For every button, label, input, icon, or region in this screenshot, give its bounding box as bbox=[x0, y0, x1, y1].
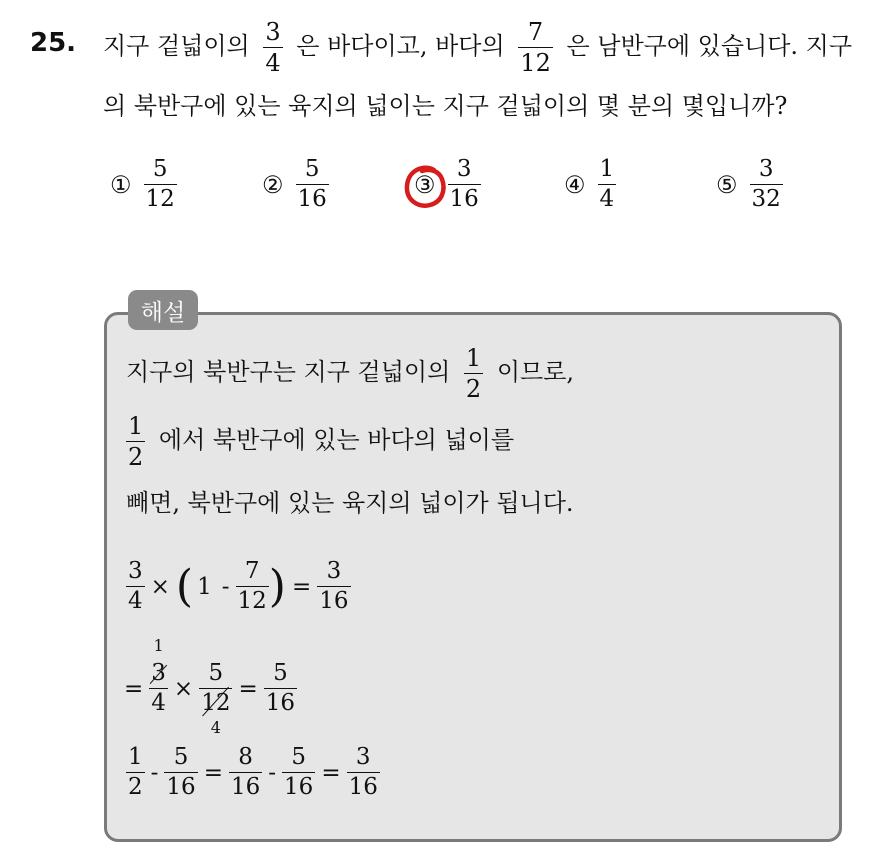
answer-circle-icon bbox=[402, 162, 450, 212]
fraction-denominator: 12 bbox=[520, 49, 551, 77]
equation-3 bbox=[126, 746, 380, 799]
fraction-denominator: 4 bbox=[128, 588, 143, 614]
fraction-numerator: 5 bbox=[152, 156, 168, 182]
fraction-numerator: 3 bbox=[265, 18, 281, 46]
fraction-denominator: 4 bbox=[599, 186, 615, 212]
equals-sign: = bbox=[291, 573, 312, 600]
equals-sign: = bbox=[321, 759, 341, 786]
fraction-denominator-cancelled: 12 bbox=[201, 690, 231, 716]
equation-2 bbox=[124, 636, 297, 737]
choice-5[interactable] bbox=[716, 158, 783, 211]
question-text-1c: 은 남반구에 있습니다. 지구 bbox=[566, 32, 853, 60]
fraction-denominator: 2 bbox=[128, 774, 143, 800]
fraction-numerator: 7 bbox=[527, 18, 544, 46]
fraction-numerator: 5 bbox=[208, 660, 224, 686]
question-number: 25. bbox=[30, 28, 77, 58]
eq3-fraction-d bbox=[282, 746, 315, 799]
choice-fraction bbox=[296, 158, 329, 211]
fraction-one-half bbox=[126, 414, 145, 469]
explanation-text-1b: 이므로, bbox=[496, 358, 575, 386]
eq3-fraction-a bbox=[126, 746, 145, 799]
eq3-fraction-c bbox=[229, 746, 262, 799]
left-paren: ( bbox=[175, 560, 194, 612]
fraction-denominator: 16 bbox=[166, 774, 196, 800]
fraction-numerator: 1 bbox=[128, 412, 144, 440]
fraction-denominator: 16 bbox=[230, 774, 261, 800]
cancel-result-top: 1 bbox=[153, 636, 164, 655]
fraction-numerator: 3 bbox=[326, 558, 342, 584]
fraction-denominator: 4 bbox=[265, 49, 281, 77]
eq3-fraction-result bbox=[347, 746, 380, 799]
explanation-line-1 bbox=[126, 346, 574, 401]
eq3-fraction-b bbox=[164, 746, 197, 799]
eq2-fraction-b-wrap bbox=[199, 660, 232, 737]
fraction-numerator: 1 bbox=[465, 344, 482, 372]
fraction-denominator: 4 bbox=[151, 690, 166, 716]
fraction-denominator: 16 bbox=[319, 588, 349, 614]
choice-marker: ⑤ bbox=[716, 170, 738, 199]
fraction-numerator: 3 bbox=[128, 558, 143, 584]
fraction-numerator: 5 bbox=[273, 660, 288, 686]
fraction-numerator: 5 bbox=[173, 744, 189, 770]
choice-marker: ① bbox=[110, 170, 132, 199]
choice-marker: ③ bbox=[414, 170, 436, 199]
fraction-numerator: 8 bbox=[238, 744, 253, 770]
eq2-fraction-b bbox=[199, 662, 232, 715]
equals-sign: = bbox=[238, 675, 258, 702]
question-line-1 bbox=[103, 20, 852, 75]
choice-4[interactable] bbox=[564, 158, 616, 211]
fraction-denominator: 32 bbox=[751, 186, 781, 212]
fraction-denominator: 16 bbox=[449, 186, 479, 212]
fraction-three-quarters bbox=[263, 20, 282, 75]
times-sign: × bbox=[150, 573, 170, 600]
fraction-numerator: 3 bbox=[456, 156, 472, 182]
eq1-fraction-b bbox=[236, 560, 269, 613]
fraction-numerator: 3 bbox=[355, 744, 371, 770]
fraction-numerator: 1 bbox=[128, 744, 143, 770]
minus-sign: - bbox=[268, 759, 277, 786]
eq1-fraction-result bbox=[317, 560, 350, 613]
eq2-fraction-a-wrap bbox=[149, 636, 168, 716]
fraction-denominator: 2 bbox=[128, 443, 144, 471]
question-line-2: 의 북반구에 있는 육지의 넓이는 지구 겉넓이의 몇 분의 몇입니까? bbox=[103, 92, 788, 120]
fraction-denominator: 12 bbox=[237, 588, 267, 614]
explanation-text-2b: 에서 북반구에 있는 바다의 넓이를 bbox=[158, 426, 515, 454]
choice-marker: ④ bbox=[564, 170, 586, 199]
equals-sign: = bbox=[203, 759, 223, 786]
fraction-denominator: 16 bbox=[265, 690, 296, 716]
explanation-text-1a: 지구의 북반구는 지구 겉넓이의 bbox=[126, 358, 451, 386]
choice-marker: ② bbox=[262, 170, 284, 199]
equation-1 bbox=[126, 560, 351, 613]
choice-1[interactable] bbox=[110, 158, 177, 211]
fraction-seven-twelfths bbox=[518, 20, 553, 75]
cancel-result-bottom: 4 bbox=[210, 718, 221, 737]
explanation-line-2 bbox=[126, 414, 514, 469]
fraction-numerator: 1 bbox=[599, 156, 615, 182]
eq2-fraction-a bbox=[149, 662, 168, 715]
choice-fraction bbox=[144, 158, 177, 211]
explanation-line-3: 빼면, 북반구에 있는 육지의 넓이가 됩니다. bbox=[126, 489, 574, 517]
choice-fraction bbox=[598, 158, 617, 211]
fraction-numerator: 5 bbox=[304, 156, 320, 182]
fraction-numerator: 7 bbox=[244, 558, 260, 584]
fraction-one-half bbox=[464, 346, 483, 401]
choice-fraction bbox=[750, 158, 783, 211]
eq1-one: 1 bbox=[197, 573, 212, 600]
eq2-fraction-result bbox=[264, 662, 297, 715]
question-text-1a: 지구 겉넓이의 bbox=[103, 32, 250, 60]
fraction-denominator: 16 bbox=[348, 774, 378, 800]
fraction-denominator: 16 bbox=[297, 186, 327, 212]
fraction-numerator: 3 bbox=[758, 156, 774, 182]
fraction-numerator-cancelled: 3 bbox=[151, 660, 166, 686]
equals-sign: = bbox=[124, 675, 144, 702]
right-paren: ) bbox=[268, 560, 286, 612]
choice-2[interactable] bbox=[262, 158, 329, 211]
minus-sign: - bbox=[150, 759, 159, 786]
fraction-denominator: 16 bbox=[284, 774, 314, 800]
times-sign: × bbox=[173, 675, 194, 702]
explanation-tag: 해설 bbox=[128, 290, 198, 330]
fraction-denominator: 12 bbox=[145, 186, 175, 212]
fraction-numerator: 5 bbox=[291, 744, 306, 770]
question-text-1b: 은 바다이고, 바다의 bbox=[296, 32, 505, 60]
fraction-denominator: 2 bbox=[465, 375, 482, 403]
choice-fraction bbox=[448, 158, 481, 211]
minus-sign: - bbox=[221, 573, 230, 600]
eq1-fraction-a bbox=[126, 560, 145, 613]
